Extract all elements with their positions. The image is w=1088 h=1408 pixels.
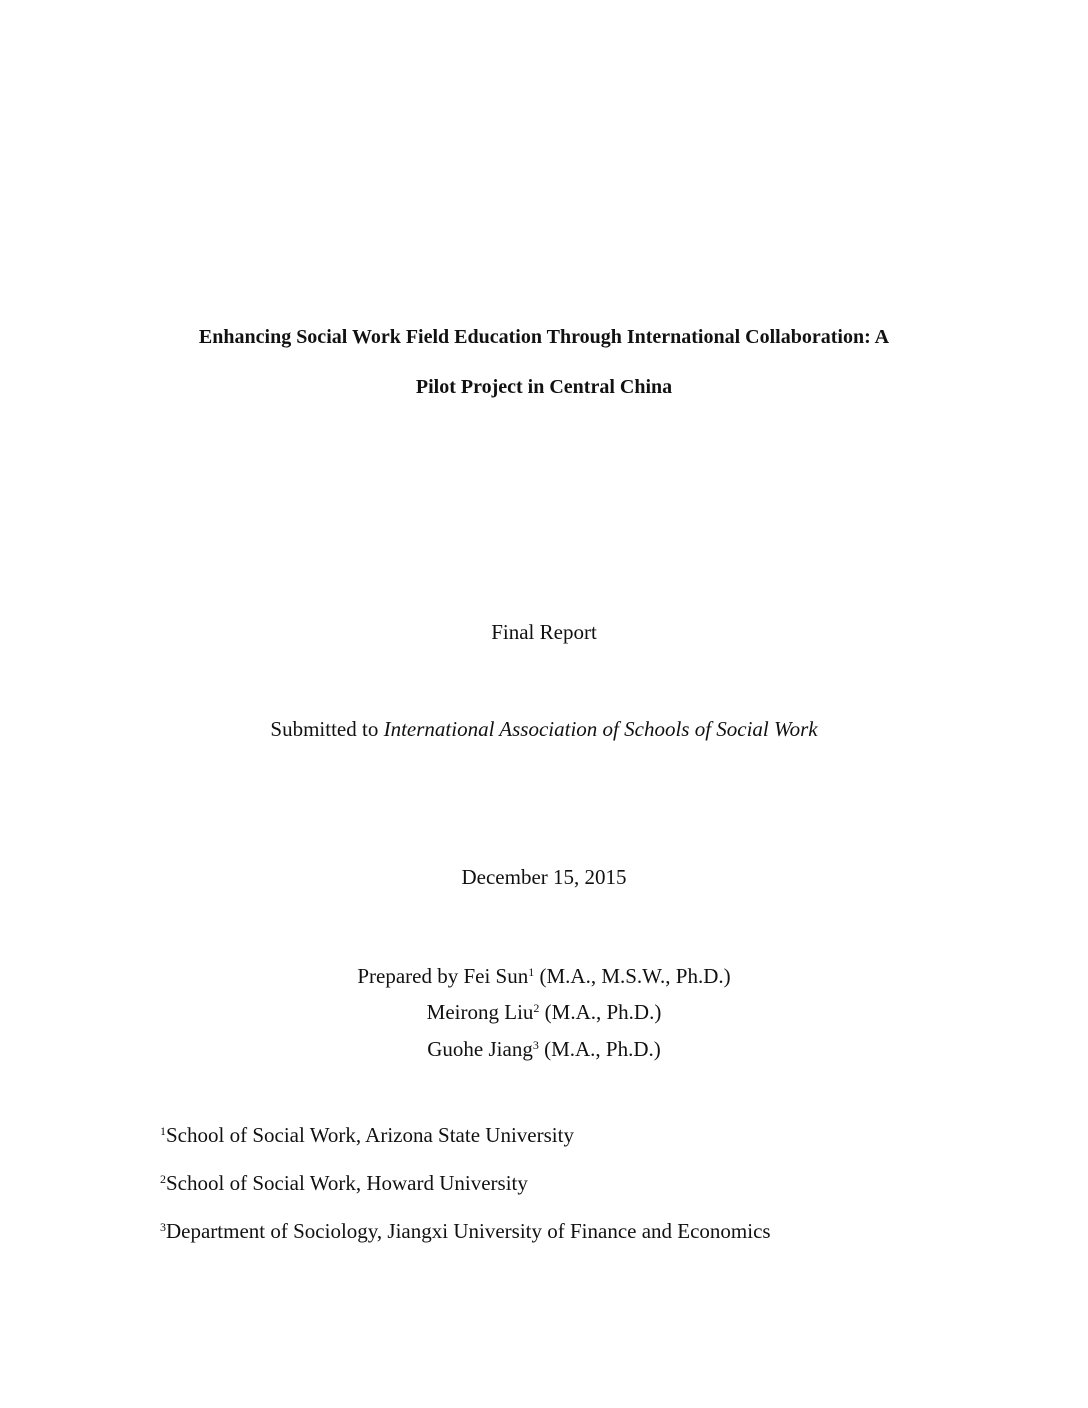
author-degrees: (M.A., Ph.D.) <box>539 1000 662 1024</box>
author-line-1 <box>0 963 1088 989</box>
author-degrees: (M.A., Ph.D.) <box>538 1037 661 1061</box>
author-marker: 2 <box>533 1001 540 1015</box>
author-line-2 <box>0 999 1088 1025</box>
affiliation-1 <box>160 1122 1040 1148</box>
author-prefix: Prepared by <box>357 964 464 988</box>
affiliation-2 <box>160 1170 1040 1196</box>
title-line-1: Enhancing Social Work Field Education Through International Collaboration: A <box>198 326 890 348</box>
affiliation-3 <box>160 1218 1040 1244</box>
submission-line <box>0 716 1088 742</box>
author-degrees: (M.A., M.S.W., Ph.D.) <box>534 964 731 988</box>
affiliation-text: Department of Sociology, Jiangxi University of Finance and Economics <box>166 1219 771 1243</box>
submission-organization: International Association of Schools of Social Work <box>383 717 818 741</box>
author-name: Fei Sun <box>463 964 529 988</box>
affiliation-marker: 3 <box>160 1220 166 1234</box>
affiliation-text: School of Social Work, Arizona State University <box>166 1123 574 1147</box>
affiliation-text: School of Social Work, Howard University <box>166 1171 528 1195</box>
author-line-3 <box>0 1036 1088 1062</box>
affiliation-marker: 1 <box>160 1124 166 1138</box>
report-date: December 15, 2015 <box>461 865 627 889</box>
author-marker: 3 <box>532 1038 539 1052</box>
author-name: Meirong Liu <box>426 1000 534 1024</box>
affiliation-marker: 2 <box>160 1172 166 1186</box>
author-name: Guohe Jiang <box>427 1037 533 1061</box>
submission-prefix: Submitted to <box>270 717 384 741</box>
author-marker: 1 <box>528 965 535 979</box>
report-type: Final Report <box>491 620 597 644</box>
title-line-2: Pilot Project in Central China <box>415 376 673 398</box>
